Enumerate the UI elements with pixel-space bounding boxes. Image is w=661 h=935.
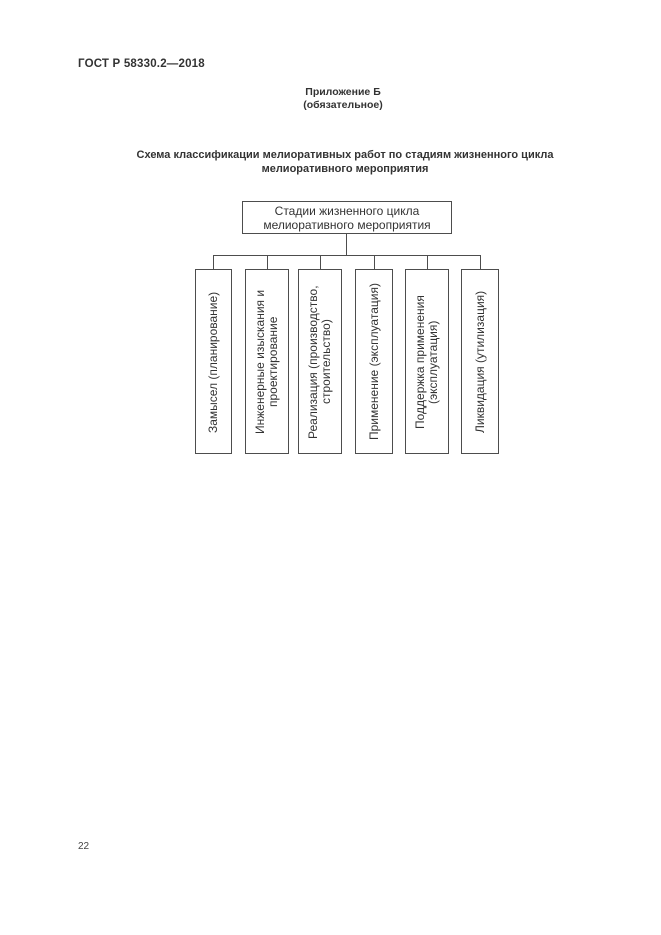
connector-crossbar-line <box>213 255 481 256</box>
stage-node-application <box>355 269 393 454</box>
stage-node-label: Реализация (производство, строительство) <box>306 284 333 439</box>
connector-drop-line <box>267 255 268 269</box>
stage-node-surveys-design <box>245 269 289 454</box>
appendix-type: (обязательное) <box>303 99 383 111</box>
connector-drop-line <box>480 255 481 269</box>
stage-node-label: Применение (эксплуатация) <box>366 283 381 440</box>
appendix-label: Приложение Б <box>305 86 381 98</box>
stage-node-liquidation <box>461 269 499 454</box>
stage-node-realization <box>298 269 342 454</box>
connector-drop-line <box>427 255 428 269</box>
connector-drop-line <box>213 255 214 269</box>
page-number: 22 <box>78 841 90 852</box>
stage-node-concept <box>195 269 232 454</box>
stage-node-label: Ликвидация (утилизация) <box>472 290 487 433</box>
stage-node-support <box>405 269 449 454</box>
connector-drop-line <box>374 255 375 269</box>
stage-node-label: Инженерные изыскания и проектирование <box>253 289 280 434</box>
root-node <box>242 201 452 234</box>
appendix-heading <box>30 86 656 112</box>
root-node-label: Стадии жизненного цикла мелиоративного мероприятия <box>263 203 431 232</box>
document-code: ГОСТ Р 58330.2—2018 <box>78 58 205 70</box>
stage-node-label: Поддержка применения (эксплуатация) <box>413 294 440 429</box>
connector-stem-line <box>346 234 347 255</box>
stage-node-label: Замысел (планирование) <box>206 290 220 433</box>
scheme-title: Схема классификации мелиоративных работ по стадиям жизненного цикла мелиоративного мероприятия <box>136 149 554 175</box>
connector-drop-line <box>320 255 321 269</box>
